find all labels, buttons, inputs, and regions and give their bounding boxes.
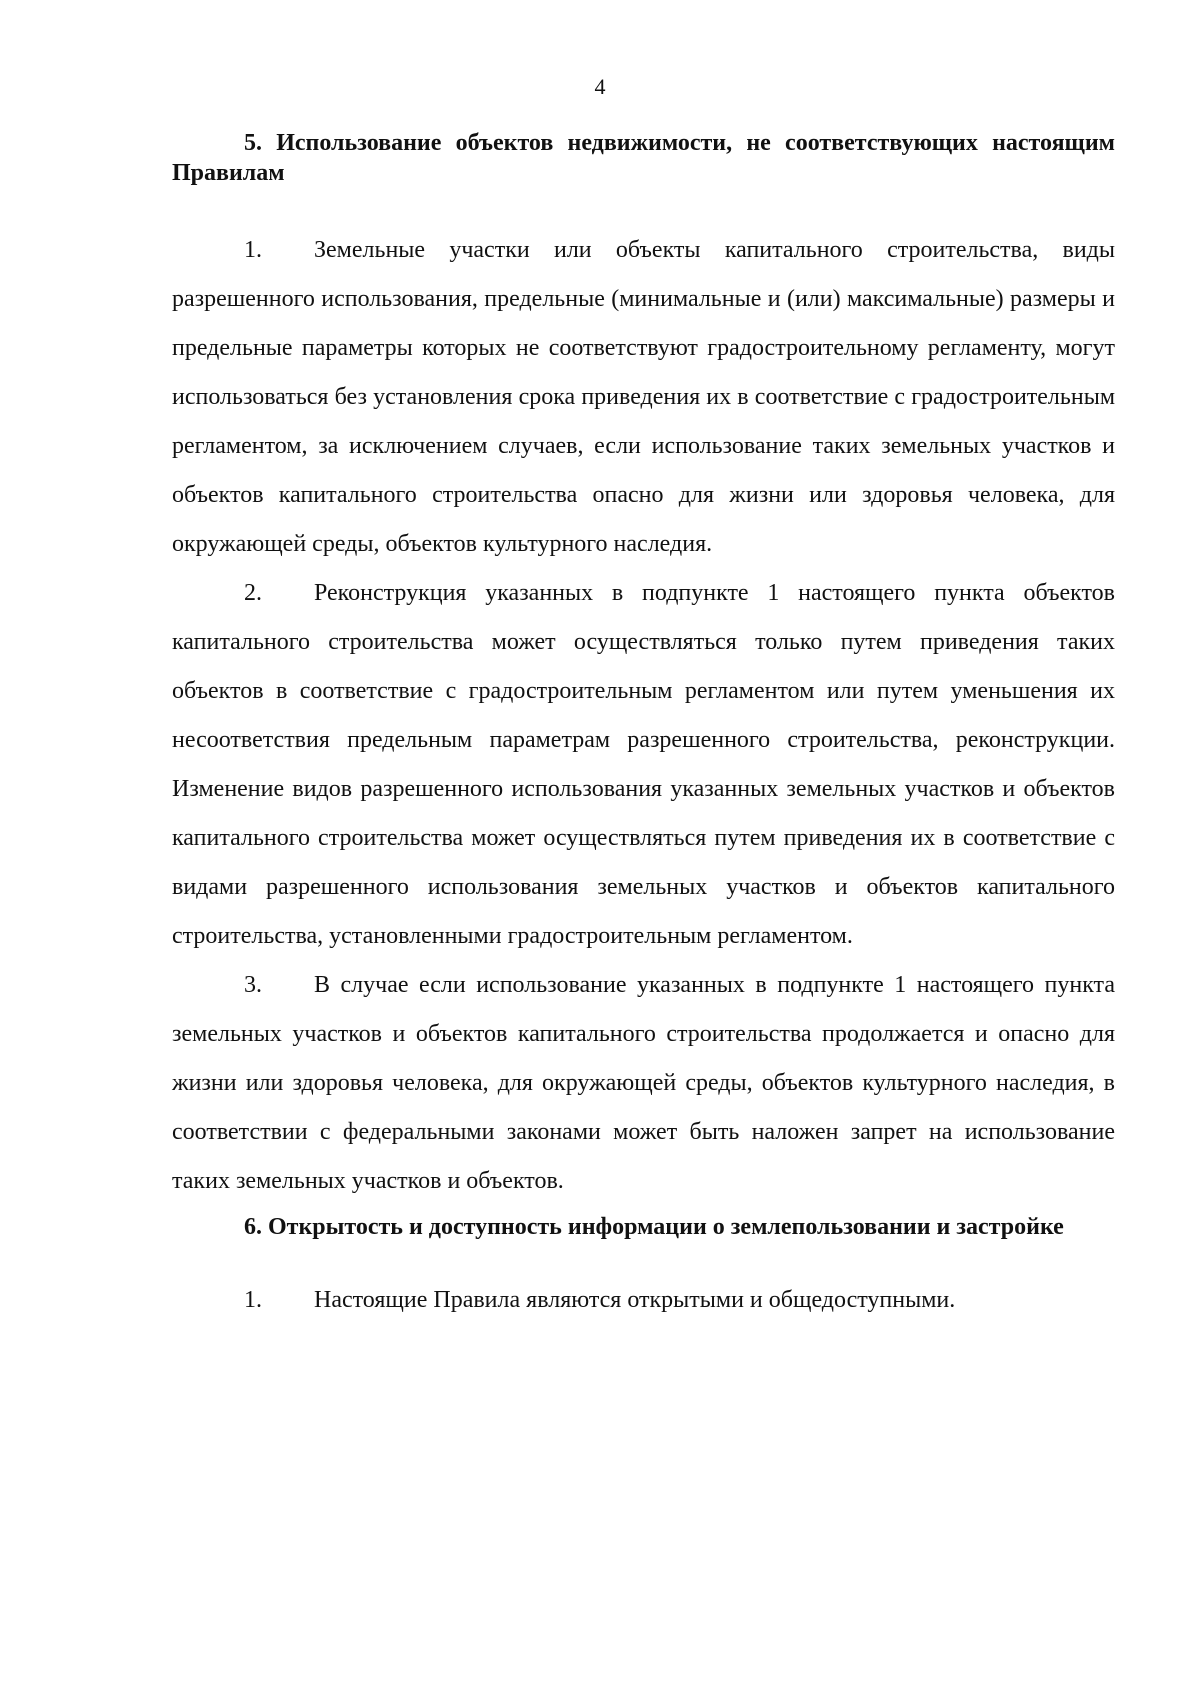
- page-number: 4: [594, 74, 606, 99]
- item-text: Земельные участки или объекты капитального строительства, виды разрешенного использования, предельные (минимальные и (или) максимальные) размеры и предельные параметры которых не соответствуют градостроительному регламенту, могут использоваться без установления срока приведения их в соответствие с градостроительным регламентом, за исключением случаев, если использование таких земельных участков и объектов капитального строительства опасно для жизни или здоровья человека, для окружающей среды, объектов культурного наследия.: [172, 237, 1115, 557]
- list-item: [172, 1276, 1115, 1325]
- document-body: [172, 128, 1115, 1325]
- section-6: [172, 1212, 1115, 1325]
- item-text: В случае если использование указанных в подпункте 1 настоящего пункта земельных участков и объектов капитального строительства продолжается и опасно для жизни или здоровья человека, для окружающей среды, объектов культурного наследия, в соответствии с федеральными законами может быть наложен запрет на использование таких земельных участков и объектов.: [172, 972, 1115, 1194]
- section-5: [172, 128, 1115, 1206]
- item-number: 1.: [244, 237, 262, 263]
- section-heading: 5. Использование объектов недвижимости, не соответствующих настоящим Правилам: [172, 130, 1115, 186]
- item-text: Реконструкция указанных в подпункте 1 настоящего пункта объектов капитального строительства может осуществляться только путем приведения таких объектов в соответствие с градостроительным регламентом или путем уменьшения их несоответствия предельным параметрам разрешенного строительства, реконструкции. Изменение видов разрешенного использования указанных земельных участков и объектов капитального строительства может осуществляться путем приведения их в соответствие с видами разрешенного использования земельных участков и объектов капитального строительства, установленными градостроительным регламентом.: [172, 580, 1115, 949]
- item-number: 1.: [244, 1287, 262, 1313]
- list-item: [172, 961, 1115, 1206]
- list-item: [172, 569, 1115, 961]
- item-text: Настоящие Правила являются открытыми и общедоступными.: [314, 1287, 956, 1313]
- item-number: 2.: [244, 580, 262, 606]
- section-heading: 6. Открытость и доступность информации о землепользовании и застройке: [244, 1214, 1064, 1240]
- item-number: 3.: [244, 972, 262, 998]
- list-item: [172, 226, 1115, 569]
